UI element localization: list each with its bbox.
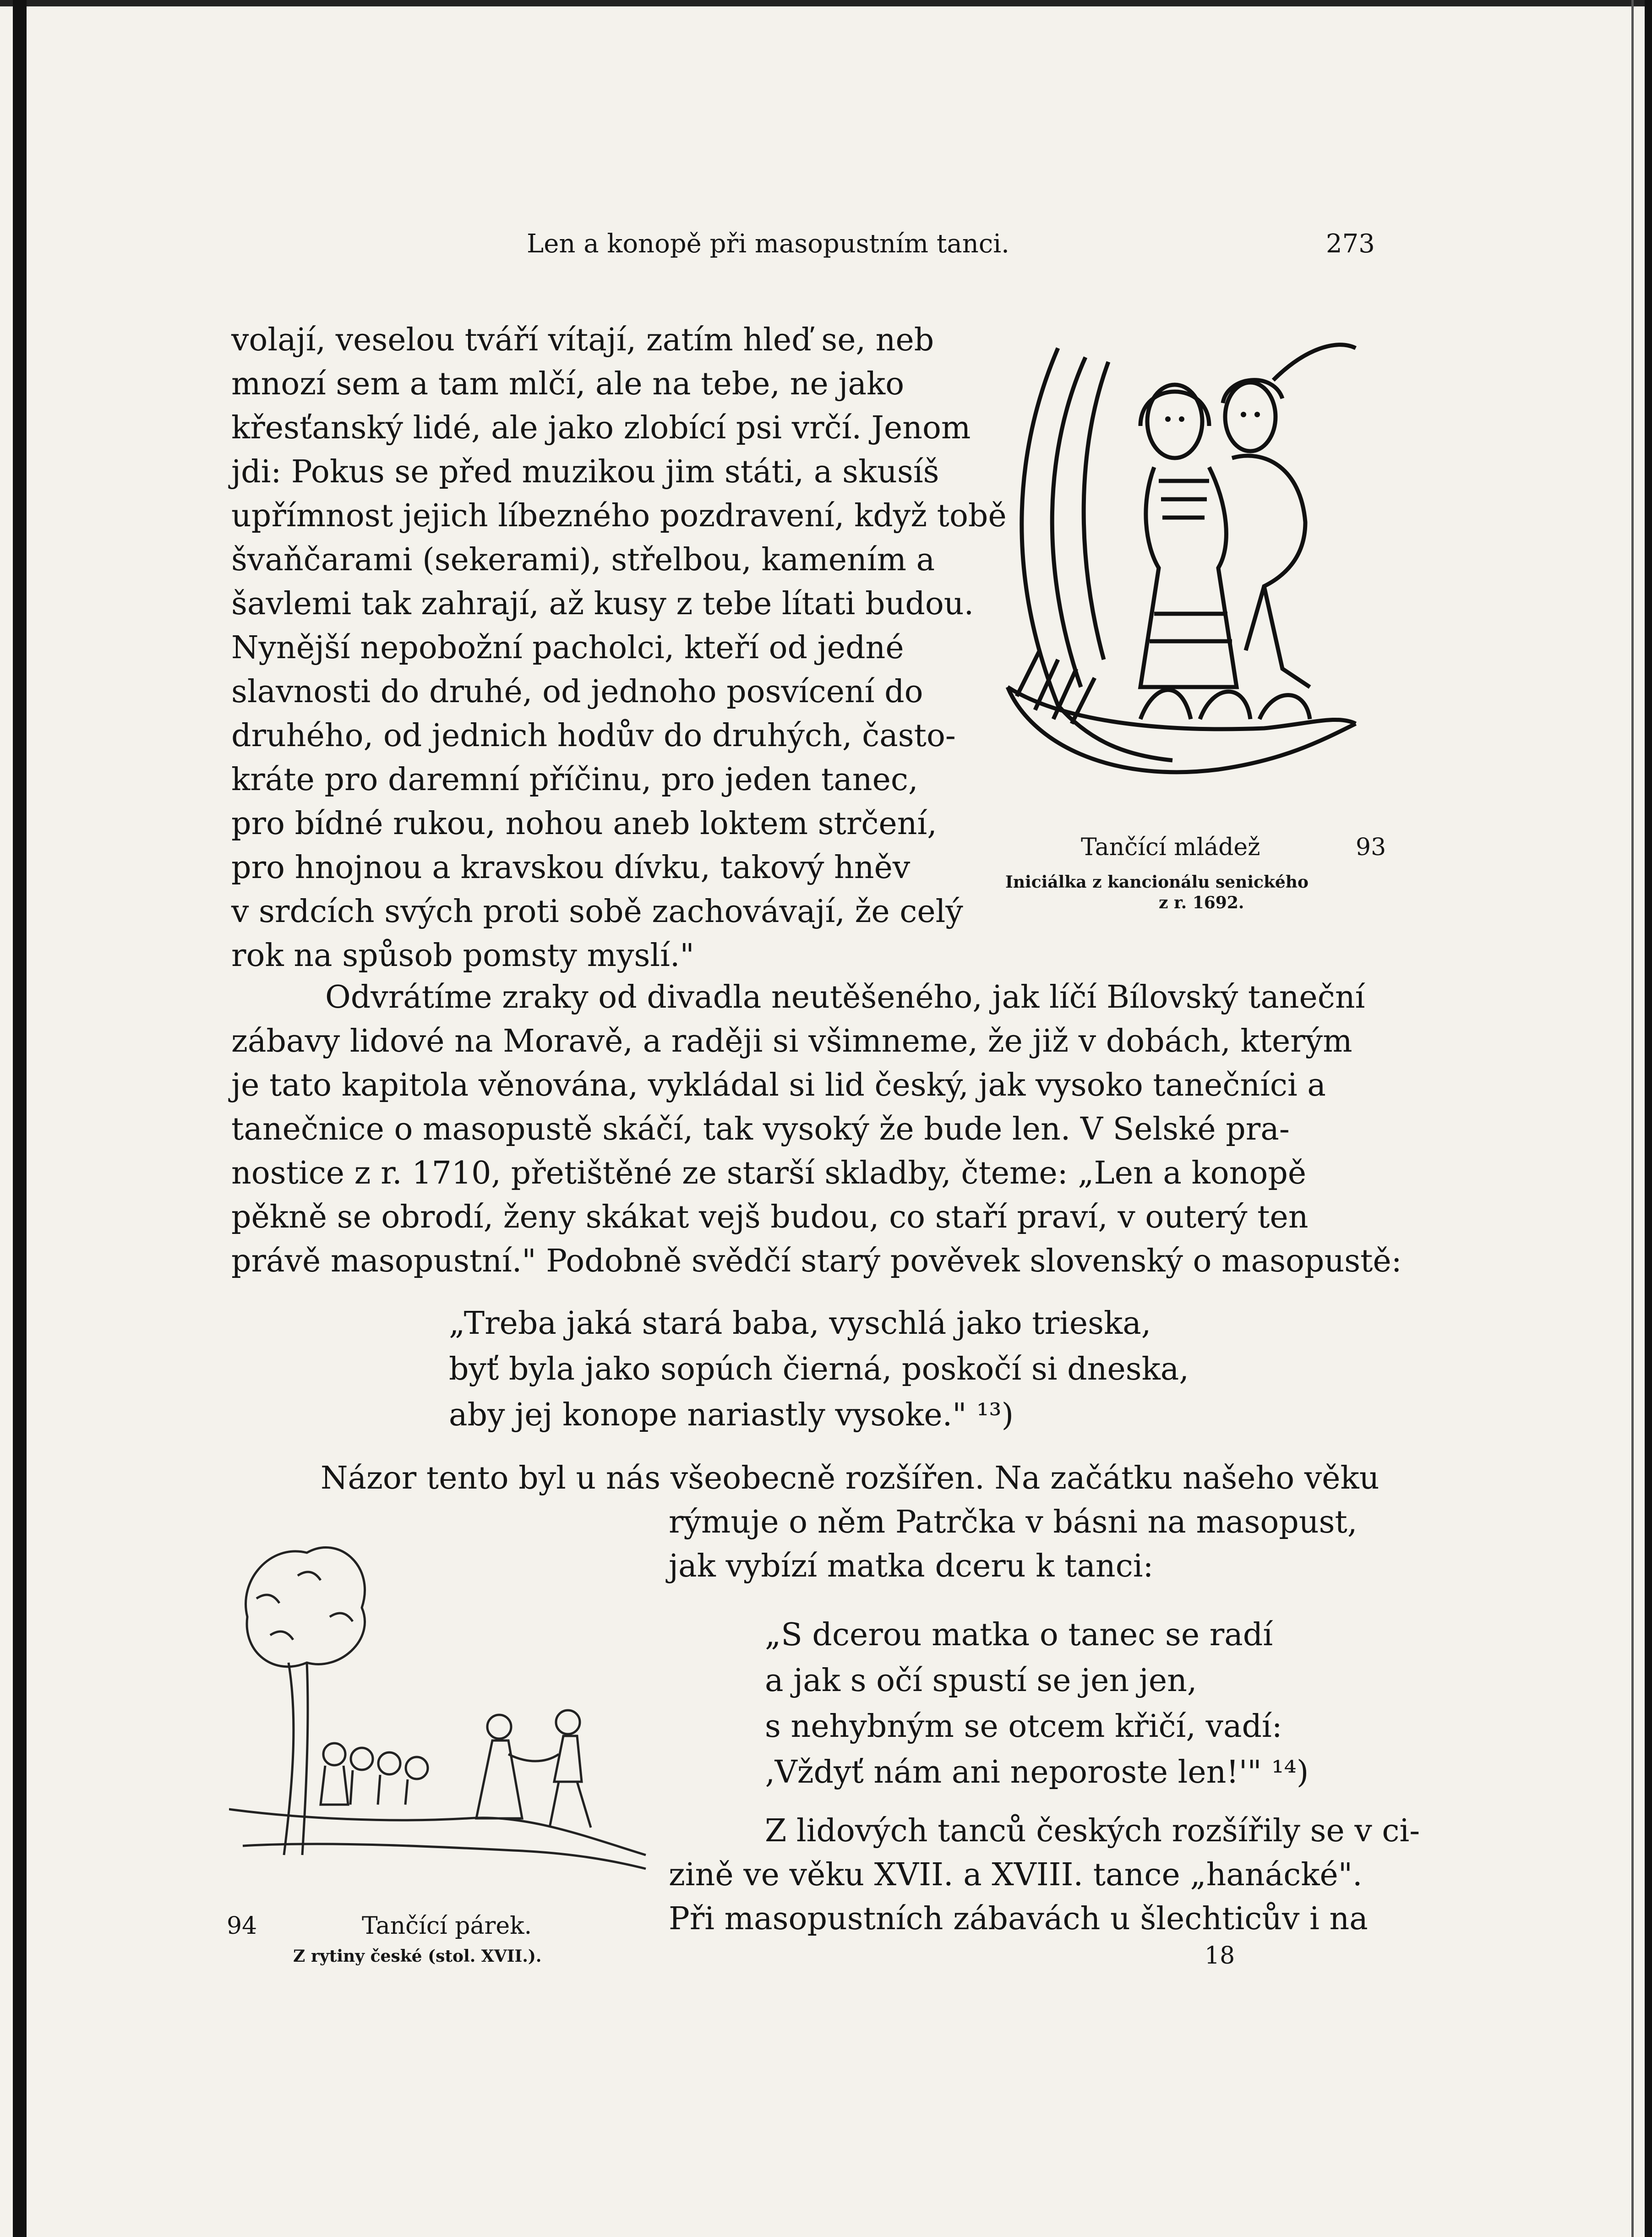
page-edge-right-inner	[1631, 0, 1634, 2237]
verse-line: s nehybným se otcem křičí, vadí:	[765, 1708, 1282, 1745]
running-head: Len a konopě při masopustním tanci.	[527, 229, 1009, 259]
page-edge-left	[13, 0, 27, 2237]
figure-94-title: Tančící párek.	[362, 1912, 532, 1940]
figure-93-illustration	[989, 330, 1392, 815]
figure-93-caption	[1081, 834, 1260, 861]
text-line: rok na spůsob pomsty myslí."	[231, 938, 694, 974]
text-line: Nynější nepobožní pacholci, kteří od jedné	[231, 630, 904, 666]
text-line: volají, veselou tváří vítají, zatím hleď se, neb	[231, 322, 934, 358]
verse-line: „Treba jaká stará baba, vyschlá jako trieska,	[449, 1305, 1151, 1342]
text-line: křesťanský lidé, ale jako zlobící psi vrčí. Jenom	[231, 410, 971, 446]
text-line: v srdcích svých proti sobě zachovávají, že celý	[231, 894, 963, 930]
figure-94-subcaption: Z rytiny české (stol. XVII.).	[293, 1947, 542, 1966]
figure-93-subcaption-year: z r. 1692.	[1159, 893, 1244, 912]
text-line: kráte pro daremní příčinu, pro jeden tanec,	[231, 762, 918, 798]
figure-93-subcaption: Iniciálka z kancionálu senického	[1005, 873, 1309, 892]
text-line: pro bídné rukou, nohou aneb loktem strčení,	[231, 806, 937, 842]
text-line: mnozí sem a tam mlčí, ale na tebe, ne jako	[231, 366, 905, 402]
verse-line: ‚Vždyť nám ani neporoste len!'" ¹⁴)	[765, 1754, 1309, 1790]
text-line: zině ve věku XVII. a XVIII. tance „hanácké".	[669, 1857, 1363, 1893]
figure-93-title: Tančící mládež	[1081, 834, 1260, 861]
text-line: jdi: Pokus se před muzikou jim státi, a skusíš	[231, 454, 939, 490]
page-number: 273	[1326, 229, 1375, 259]
text-line: Při masopustních zábavách u šlechticův i na	[669, 1901, 1368, 1937]
page-edge-top	[0, 0, 1652, 6]
text-line: druhého, od jednich hodův do druhých, často-	[231, 718, 956, 754]
verse-line: byť byla jako sopúch čierná, poskočí si dneska,	[449, 1351, 1189, 1387]
text-line: zábavy lidové na Moravě, a raději si všimneme, že již v dobách, kterým	[231, 1023, 1352, 1059]
text-line: Odvrátíme zraky od divadla neutěšeného, jak líčí Bílovský taneční	[325, 979, 1365, 1015]
text-line: slavnosti do druhé, od jednoho posvícení do	[231, 674, 923, 710]
figure-94-number: 94	[227, 1912, 257, 1940]
text-line: tanečnice o masopustě skáčí, tak vysoký že bude len. V Selské pra-	[231, 1111, 1290, 1147]
verse-line: a jak s očí spustí se jen jen,	[765, 1663, 1197, 1699]
page-edge-right	[1645, 0, 1652, 2237]
verse-line: aby jej konope nariastly vysoke." ¹³)	[449, 1397, 1014, 1433]
text-line: šavlemi tak zahrají, až kusy z tebe lítati budou.	[231, 586, 974, 622]
signature-mark: 18	[1205, 1942, 1235, 1970]
text-line: pro hnojnou a kravskou dívku, takový hněv	[231, 850, 911, 886]
text-line: jak vybízí matka dceru k tanci:	[669, 1548, 1154, 1584]
text-line: upřímnost jejich líbezného pozdravení, když tobě	[231, 498, 1007, 534]
text-line: je tato kapitola věnována, vykládal si lid český, jak vysoko tanečníci a	[231, 1067, 1326, 1103]
text-line: švaňčarami (sekerami), střelbou, kamením a	[231, 542, 935, 578]
text-line: pěkně se obrodí, ženy skákat vejš budou, co staří praví, v outerý ten	[231, 1199, 1309, 1235]
text-line: Z lidových tanců českých rozšířily se v ci-	[765, 1813, 1420, 1849]
verse-line: „S dcerou matka o tanec se radí	[765, 1617, 1273, 1653]
figure-94-illustration	[229, 1525, 650, 1873]
text-line: nostice z r. 1710, přetištěné ze starší skladby, čteme: „Len a konopě	[231, 1155, 1307, 1191]
text-line: právě masopustní." Podobně svědčí starý pověvek slovenský o masopustě:	[231, 1243, 1402, 1279]
text-line: Názor tento byl u nás všeobecně rozšířen. Na začátku našeho věku	[321, 1460, 1379, 1496]
figure-93-number: 93	[1356, 834, 1386, 861]
text-line: rýmuje o něm Patrčka v básni na masopust,	[669, 1504, 1358, 1540]
